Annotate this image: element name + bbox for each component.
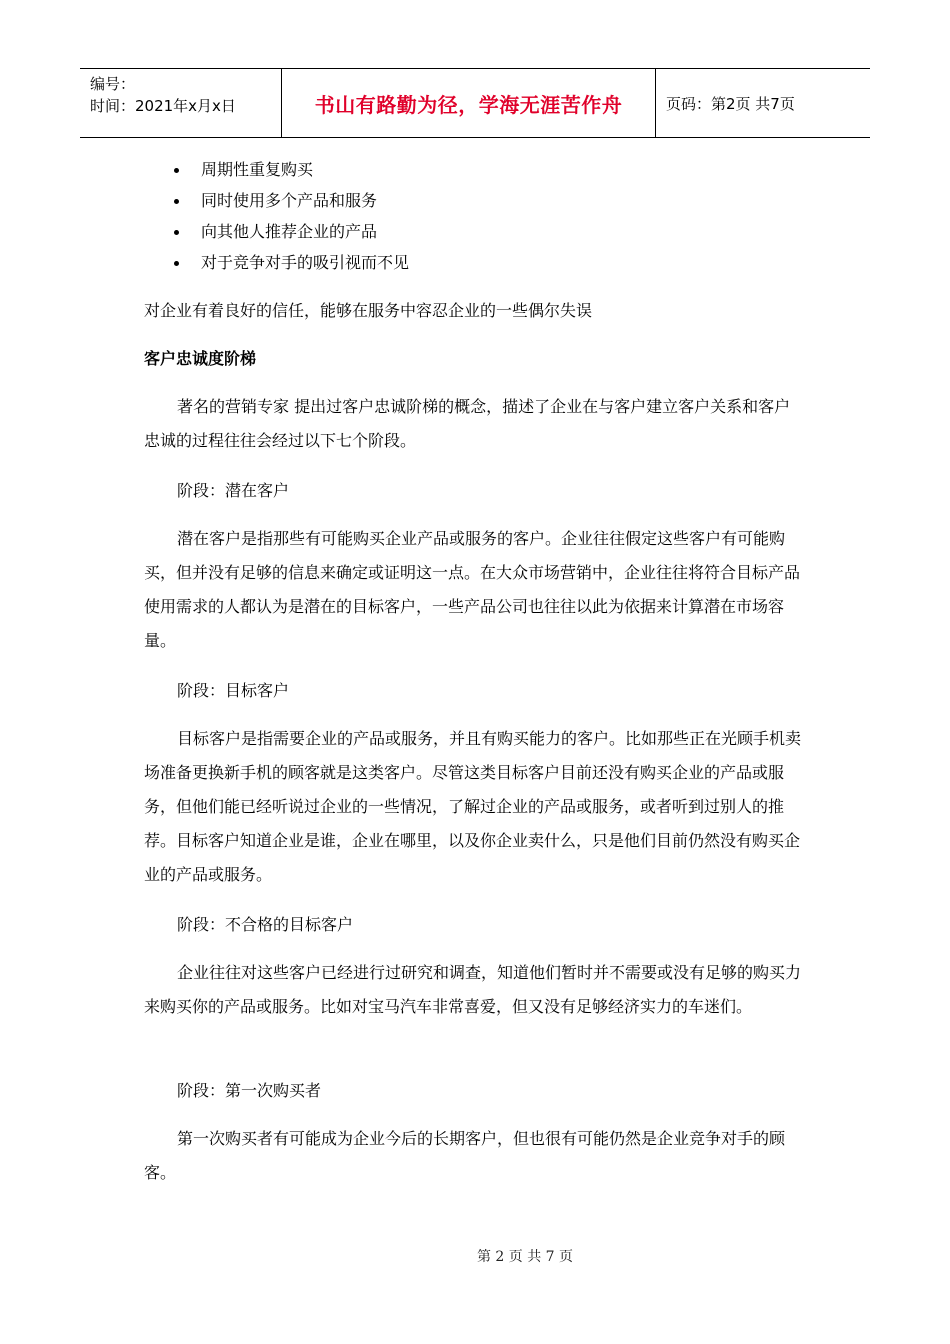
- intro-paragraph: 对企业有着良好的信任，能够在服务中容忍企业的一些偶尔失误: [144, 301, 593, 320]
- stage-paragraph: 目标客户是指需要企业的产品或服务，并且有购买能力的客户。比如那些正在光顾手机卖场准备更换新手机的顾客就是这类客户。尽管这类目标客户目前还没有购买企业的产品或服务，但他们能已经听说过企业的一些情况，了解过企业的产品或服务，或者听到过别人的推荐。目标客户知道企业是谁，企业在哪里，以及你企业卖什么，只是他们目前仍然没有购买企业的产品或服务。: [144, 729, 802, 884]
- stage-paragraph: 第一次购买者有可能成为企业今后的长期客户，但也很有可能仍然是企业竞争对手的顾客。: [144, 1129, 786, 1182]
- bullet-icon: [174, 261, 179, 266]
- header-page-info: 页码：第2页 共7页: [666, 94, 795, 113]
- list-item: [144, 183, 804, 214]
- stage-title: 阶段：潜在客户: [177, 481, 290, 500]
- page-header: [80, 68, 870, 138]
- document-body: [144, 152, 804, 1190]
- stage-title: 阶段：第一次购买者: [177, 1081, 322, 1100]
- stage-title: 阶段：目标客户: [177, 681, 290, 700]
- header-motto: 书山有路勤为径，学海无涯苦作舟: [282, 69, 656, 137]
- header-meta: [80, 69, 282, 137]
- bullet-icon: [174, 230, 179, 235]
- page-footer: [0, 1246, 950, 1266]
- list-item-text: 对于竞争对手的吸引视而不见: [201, 253, 410, 272]
- section-heading: 客户忠诚度阶梯: [144, 349, 257, 368]
- list-item-text: 同时使用多个产品和服务: [201, 191, 378, 210]
- bullet-icon: [174, 199, 179, 204]
- list-item-text: 周期性重复购买: [201, 160, 314, 179]
- list-item-text: 向其他人推荐企业的产品: [201, 222, 378, 241]
- list-item: [144, 245, 804, 276]
- bullet-list: [144, 152, 804, 276]
- list-item: [144, 152, 804, 183]
- stage-paragraph: 企业往往对这些客户已经进行过研究和调查，知道他们暂时并不需要或没有足够的购买力来购买你的产品或服务。比如对宝马汽车非常喜爱，但又没有足够经济实力的车迷们。: [144, 963, 802, 1016]
- stage-paragraph: 潜在客户是指那些有可能购买企业产品或服务的客户。企业往往假定这些客户有可能购买，但并没有足够的信息来确定或证明这一点。在大众市场营销中，企业往往将符合目标产品使用需求的人都认为是潜在的目标客户，一些产品公司也往往以此为依据来计算潜在市场容量。: [144, 529, 801, 650]
- header-number-label: 编号：: [90, 75, 136, 93]
- stage-title: 阶段：不合格的目标客户: [177, 915, 354, 934]
- footer-page-number: 第 2 页 共 7 页: [476, 1249, 574, 1265]
- list-item: [144, 214, 804, 245]
- section-intro-paragraph: 著名的营销专家 提出过客户忠诚阶梯的概念，描述了企业在与客户建立客户关系和客户忠诚的过程往往会经过以下七个阶段。: [144, 397, 791, 450]
- bullet-icon: [174, 168, 179, 173]
- header-date-label: 时间：2021年x月x日: [90, 97, 236, 115]
